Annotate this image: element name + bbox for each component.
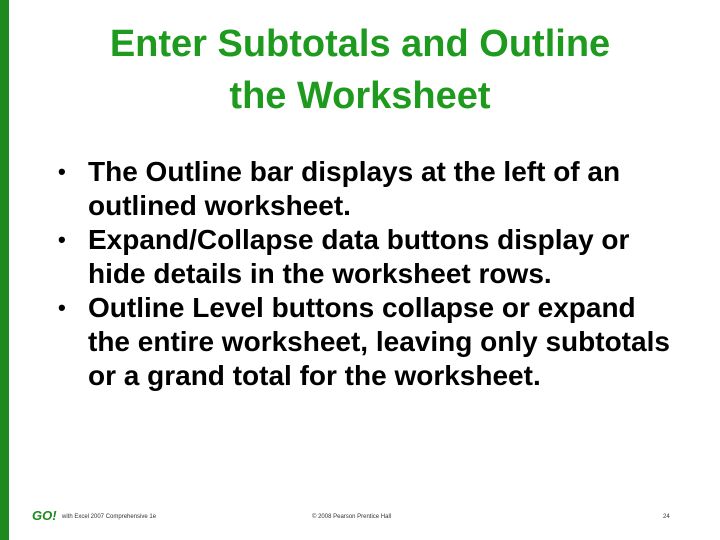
footer-book-title: with Excel 2007 Comprehensive 1e bbox=[62, 514, 157, 520]
slide-title bbox=[40, 18, 680, 122]
bullet-icon: • bbox=[58, 227, 66, 252]
go-logo: GO! bbox=[32, 508, 57, 523]
bullet-text: The Outline bar displays at the left of an outlined worksheet. bbox=[88, 156, 621, 221]
bullet-list bbox=[58, 155, 678, 393]
footer-copyright: © 2008 Pearson Prentice Hall bbox=[312, 514, 392, 520]
bullet-text: Outline Level buttons collapse or expand the entire worksheet, leaving only subtotals or a grand total for the worksheet. bbox=[88, 292, 670, 391]
accent-bar bbox=[0, 0, 9, 540]
slide-footer bbox=[0, 506, 720, 530]
bullet-item bbox=[58, 291, 678, 393]
slide-title-line-2: the Worksheet bbox=[229, 75, 491, 117]
slide-title-line-1: Enter Subtotals and Outline bbox=[109, 23, 611, 65]
bullet-icon: • bbox=[58, 295, 66, 320]
bullet-icon: • bbox=[58, 159, 66, 184]
bullet-text: Expand/Collapse data buttons display or hide details in the worksheet rows. bbox=[88, 224, 630, 289]
bullet-item bbox=[58, 155, 678, 223]
page-number: 24 bbox=[663, 514, 670, 520]
bullet-item bbox=[58, 223, 678, 291]
